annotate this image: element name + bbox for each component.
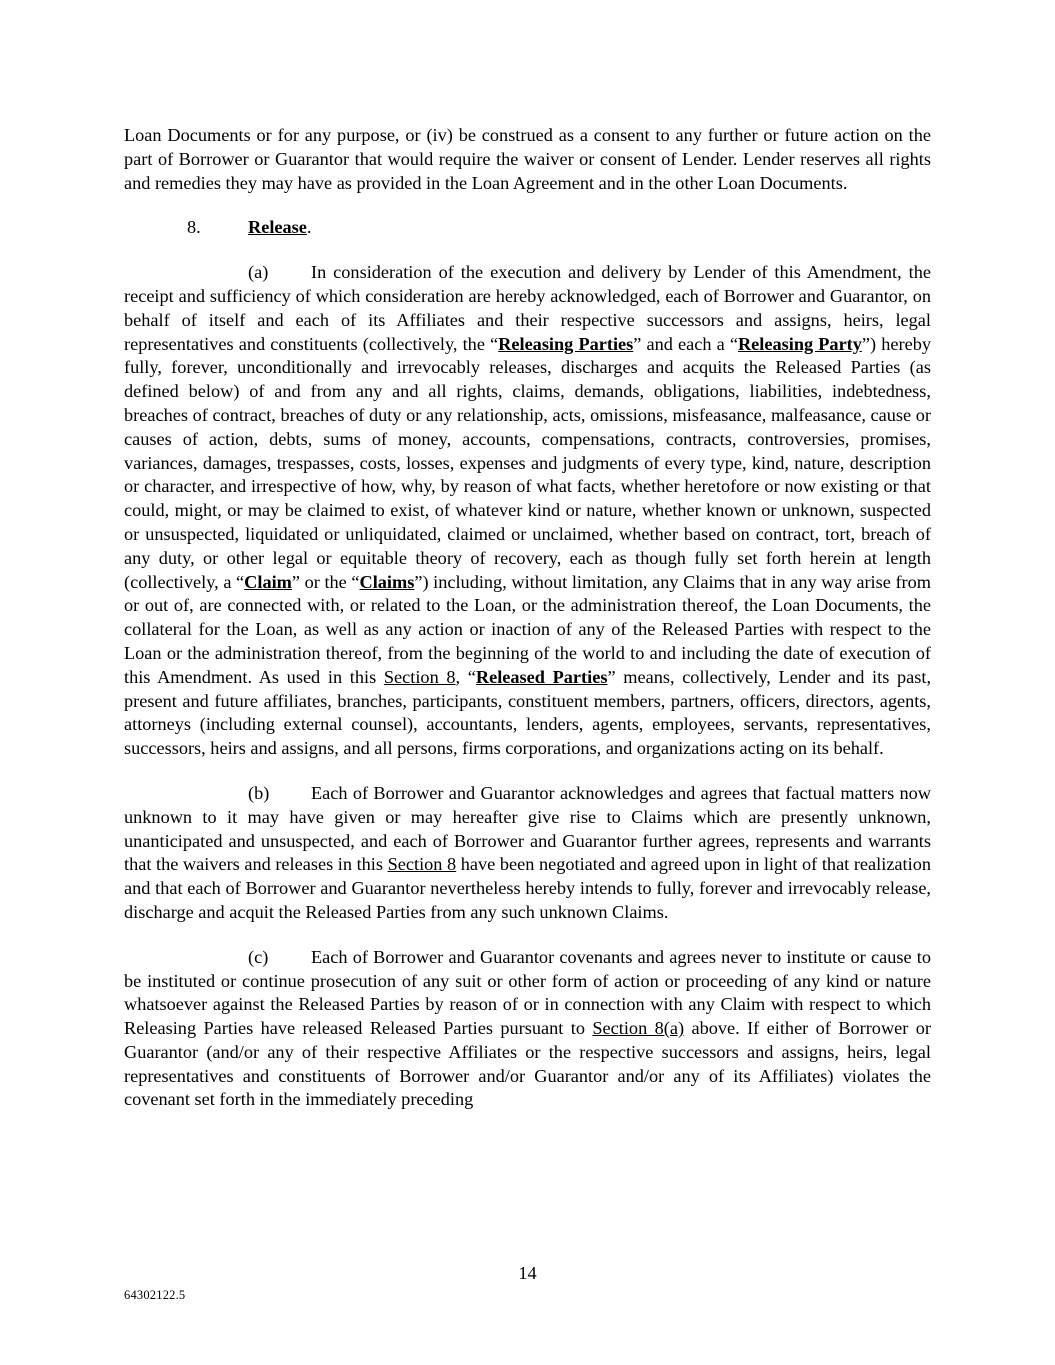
paragraph-c-text-1: Each of Borrower and Guarantor covenants and agrees never to institute or cause to be instituted or continue prosecution of any suit or other form of action or proceeding of any kind or nature whatsoever against the Released Parties by reason of or in connection with any Claim with respect to which Releasing Parties have released Released Parties pursuant to xyxy=(124,946,931,1039)
defined-term-releasing-parties: Releasing Parties xyxy=(498,333,634,354)
section-8a-reference: Section 8(a) xyxy=(592,1018,685,1039)
paragraph-b xyxy=(124,782,931,925)
section-8-reference: Section 8 xyxy=(383,666,456,687)
paragraph-a-text-2: ” and each a “ xyxy=(633,333,738,354)
paragraph-a-label: (a) xyxy=(248,262,269,283)
defined-term-claims: Claims xyxy=(359,571,415,592)
paragraph-a-text-1: In consideration of the execution and delivery by Lender of this Amendment, the receipt and sufficiency of which consideration are hereby acknowledged, each of Borrower and Guarantor, on behalf of itself and each of its Affiliates and their respective successors and assigns, heirs, legal representatives and constituents (collectively, the “ xyxy=(124,262,931,354)
section-8-heading xyxy=(124,216,931,240)
paragraph-c-label: (c) xyxy=(248,946,269,967)
paragraph-a-text-3: ”) hereby fully, forever, unconditionally and irrevocably releases, discharges and acquits the Released Parties (as defined below) of and from any and all rights, claims, demands, obligations, liabilities, indebtedness, breaches of contract, breaches of duty or any relationship, acts, omissions, misfeasance, malfeasance, cause or causes of action, debts, sums of money, accounts, compensations, contracts, controversies, promises, variances, damages, trespasses, costs, losses, expenses and judgments of every type, kind, nature, description or character, and irrespective of how, why, by reason of what facts, whether heretofore or now existing or that could, might, or may be claimed to exist, of whatever kind or nature, whether known or unknown, suspected or unsuspected, liquidated or unliquidated, claimed or unclaimed, whether based on contract, tort, breach of any duty, or other legal or equitable theory of recovery, each as though fully set forth herein at length (collectively, a “ xyxy=(124,333,931,592)
defined-term-claim: Claim xyxy=(244,571,292,592)
defined-term-releasing-party: Releasing Party xyxy=(737,333,862,354)
page-number: 14 xyxy=(518,1263,537,1283)
paragraph-a xyxy=(124,261,931,761)
defined-term-released-parties: Released Parties xyxy=(475,666,608,687)
section-8-reference: Section 8 xyxy=(387,854,457,875)
paragraph-a-text-6: , “ xyxy=(455,666,476,687)
document-id: 64302122.5 xyxy=(124,1288,186,1302)
paragraph-a-text-4: ” or the “ xyxy=(291,571,360,592)
paragraph-b-text-2: have been negotiated and agreed upon in light of that realization and that each of Borrower and Guarantor nevertheless hereby intends to fully, forever and irrevocably release, discharge and acquit the Released Parties from any such unknown Claims. xyxy=(124,854,931,922)
paragraph-b-label: (b) xyxy=(248,782,270,803)
paragraph-a-text-7: ” means, collectively, Lender and its past, present and future affiliates, branches, participants, constituent members, partners, officers, directors, agents, attorneys (including external counsel), accountants, lenders, agents, employees, servants, representatives, successors, heirs and assigns, and all persons, firms corporations, and organizations acting on its behalf. xyxy=(124,666,932,759)
paragraph-a-text-5: ”) including, without limitation, any Claims that in any way arise from or out of, are connected with, or related to the Loan, or the administration thereof, the Loan Documents, the collateral for the Loan, as well as any action or inaction of any of the Released Parties with respect to the Loan or the administration thereof, from the beginning of the world to and including the date of execution of this Amendment. As used in this xyxy=(124,571,931,687)
section-title: Release xyxy=(248,217,307,238)
section-title-punct: . xyxy=(306,217,312,238)
paragraph-c xyxy=(124,946,931,1113)
intro-paragraph: Loan Documents or for any purpose, or (iv) be construed as a consent to any further or future action on the part of Borrower or Guarantor that would require the waiver or consent of Lender. Lender reserves all rights and remedies they may have as provided in the Loan Agreement and in the other Loan Documents. xyxy=(124,125,931,193)
paragraph-c-text-2: above. If either of Borrower or Guarantor (and/or any of their respective Affiliates or the respective successors and assigns, heirs, legal representatives and constituents of Borrower and/or Guarantor and/or any of its Affiliates) violates the covenant set forth in the immediately preceding xyxy=(124,1018,931,1110)
document-body xyxy=(124,124,931,1112)
paragraph-b-text-1: Each of Borrower and Guarantor acknowledges and agrees that factual matters now unknown to it may have given or may hereafter give rise to Claims which are presently unknown, unanticipated and unsuspected, and each of Borrower and Guarantor further agrees, represents and warrants that the waivers and releases in this xyxy=(124,782,931,875)
section-number: 8. xyxy=(187,217,201,238)
